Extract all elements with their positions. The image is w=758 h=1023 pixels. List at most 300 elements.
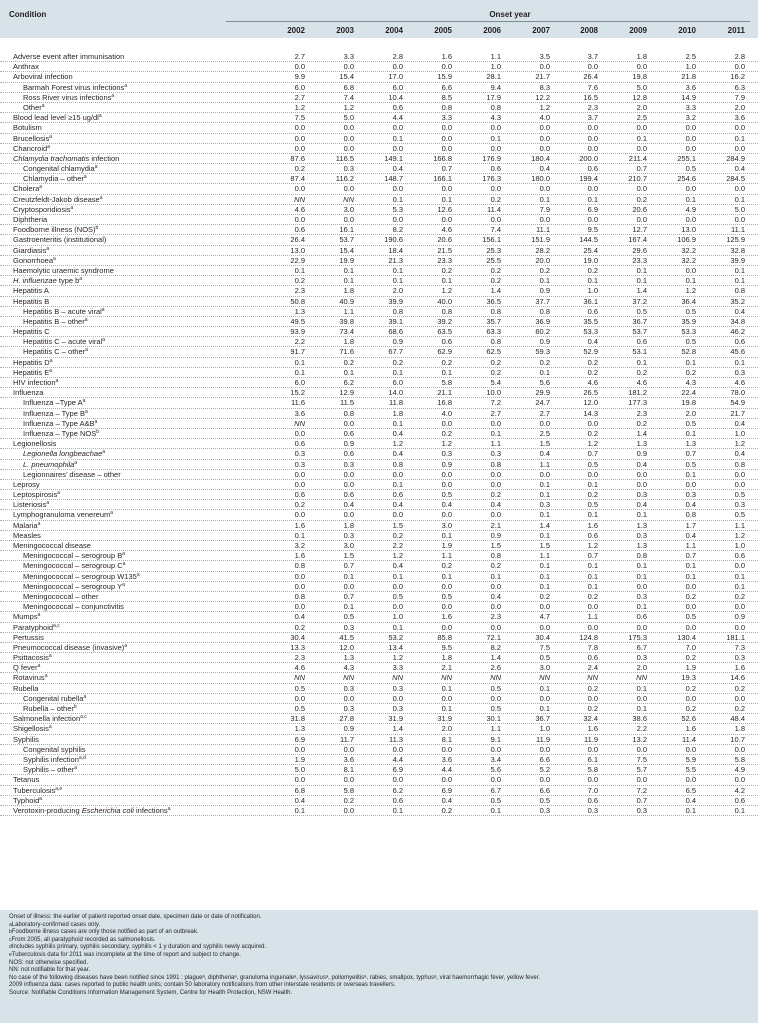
footnote-marker: a,c [53, 622, 60, 629]
table-row [0, 154, 758, 164]
rate-cell: 0.3 [343, 164, 354, 174]
rate-cell: 1.1 [490, 52, 501, 61]
rate-cell: 35.7 [486, 316, 501, 326]
table-row [0, 531, 758, 541]
rate-cell: 0.0 [539, 622, 550, 632]
condition-label: Hepatitis A [13, 286, 49, 296]
rate-cell: 1.2 [343, 102, 354, 112]
rate-cell: 0.6 [587, 530, 598, 540]
rate-cell: 36.7 [535, 714, 550, 724]
rate-cell: 0.0 [587, 744, 598, 754]
rate-cell: 116.5 [335, 153, 354, 163]
rate-cell: 0.0 [587, 775, 598, 785]
rate-cell: 0.5 [734, 490, 745, 500]
rate-cell: 1.2 [294, 102, 305, 112]
rate-cell: 148.7 [384, 174, 403, 184]
rate-cell: 6.9 [441, 785, 452, 795]
rate-cell: 11.9 [583, 734, 598, 744]
rate-cell: 0.0 [294, 775, 305, 785]
rate-cell: 0.4 [392, 500, 403, 510]
rate-cell: 2.0 [636, 663, 647, 673]
rate-cell: 0.0 [343, 123, 354, 133]
footnote-marker: a [48, 724, 52, 731]
rate-cell: 6.5 [685, 785, 696, 795]
rate-cell: 3.2 [294, 541, 305, 550]
rate-cell: 6.8 [294, 785, 305, 795]
rate-cell: 0.4 [343, 500, 354, 510]
footnote-marker: a [99, 194, 103, 201]
rate-cell: NN [294, 673, 305, 683]
rate-cell: 0.1 [490, 571, 501, 581]
rate-cell: 0.2 [636, 418, 647, 428]
table-row [0, 327, 758, 337]
rate-cell: 1.2 [734, 439, 745, 449]
table-row [0, 256, 758, 266]
rate-cell: 0.5 [294, 704, 305, 713]
rate-cell: 5.0 [294, 765, 305, 775]
rate-cell: 0.0 [734, 479, 745, 489]
rate-cell: 53.3 [583, 327, 598, 337]
footnote-marker: a,c [80, 714, 87, 721]
rate-cell: 2.0 [685, 408, 696, 418]
rate-cell: 24.7 [535, 398, 550, 408]
rate-cell: 0.0 [734, 622, 745, 632]
condition-label: Syphilis [13, 734, 39, 744]
condition-label: Creutzfeldt-Jakob disease$^a$ [13, 194, 103, 204]
rate-cell: 7.4 [490, 225, 501, 235]
rate-cell: 6.9 [587, 204, 598, 214]
rate-cell: 0.0 [685, 215, 696, 224]
rate-cell: 0.9 [734, 612, 745, 622]
rate-cell: 0.2 [294, 276, 305, 286]
table-row [0, 429, 758, 439]
rate-cell: 0.6 [587, 306, 598, 316]
rate-cell: 0.0 [294, 602, 305, 612]
rate-cell: 0.8 [734, 459, 745, 469]
rate-cell: 0.1 [685, 805, 696, 815]
rate-cell: 255.1 [677, 153, 696, 163]
rate-cell: 0.0 [539, 744, 550, 754]
rate-cell: 0.0 [441, 215, 452, 224]
rate-cell: 0.1 [587, 276, 598, 286]
condition-label: Arboviral infection [13, 72, 73, 82]
rate-cell: 0.6 [441, 337, 452, 347]
rate-cell: 21.7 [730, 408, 745, 418]
rate-cell: 0.0 [636, 143, 647, 153]
footnote: NN: not notifiable for that year. [9, 967, 91, 974]
rate-cell: 0.2 [294, 164, 305, 174]
rate-cell: 0.7 [343, 561, 354, 571]
rate-cell: 3.5 [539, 52, 550, 61]
rate-cell: 53.7 [339, 235, 354, 245]
table-row [0, 225, 758, 235]
rate-cell: 3.4 [490, 754, 501, 764]
rate-cell: 0.6 [392, 102, 403, 112]
rate-cell: 0.9 [343, 439, 354, 449]
rate-cell: 52.9 [583, 347, 598, 357]
rate-cell: 34.8 [730, 316, 745, 326]
footnote: NOS: not otherwise specified. [9, 959, 89, 966]
rate-cell: 0.8 [343, 408, 354, 418]
rate-cell: 0.0 [294, 744, 305, 754]
rate-cell: 0.0 [490, 602, 501, 612]
table-row [0, 297, 758, 307]
rate-cell: 0.0 [441, 184, 452, 194]
rate-cell: 16.1 [339, 225, 354, 235]
subcondition-label: Hepatitis C – other$^a$ [23, 347, 88, 357]
rate-cell: 254.6 [677, 174, 696, 184]
rate-cell: 0.4 [685, 795, 696, 805]
rate-cell: 0.3 [734, 653, 745, 663]
rate-cell: 0.0 [441, 469, 452, 479]
rate-cell: 7.2 [490, 398, 501, 408]
rate-cell: 2.6 [490, 663, 501, 673]
rate-cell: 0.1 [539, 479, 550, 489]
rate-cell: 1.0 [392, 612, 403, 622]
rate-cell: 0.4 [392, 428, 403, 438]
rate-cell: 30.4 [290, 632, 305, 642]
rate-cell: 30.4 [535, 632, 550, 642]
condition-label: Chancroid$^a$ [13, 143, 50, 153]
rate-cell: 3.0 [343, 541, 354, 550]
footnote-marker: a [102, 449, 106, 456]
rate-cell: 0.0 [441, 744, 452, 754]
table-row [0, 134, 758, 144]
subcondition-label: Other$^a$ [23, 102, 45, 112]
table-row [0, 521, 758, 531]
rate-cell: 1.5 [539, 541, 550, 550]
table-row [0, 123, 758, 133]
footnote-marker: a [136, 571, 140, 578]
rate-cell: 10.0 [486, 388, 501, 398]
condition-label: Rotavirus$^a$ [13, 673, 48, 683]
rate-cell: 3.7 [587, 52, 598, 61]
rate-cell: NN [294, 418, 305, 428]
rate-cell: 0.1 [685, 571, 696, 581]
subcondition-label: Legionella longbeachae$^a$ [23, 449, 106, 459]
rate-cell: 0.2 [587, 357, 598, 367]
rate-cell: 0.4 [490, 591, 501, 601]
rate-cell: 0.2 [587, 683, 598, 693]
condition-label: Adverse event after immunisation [13, 52, 125, 61]
rate-cell: 149.1 [384, 153, 403, 163]
rate-cell: 0.0 [734, 62, 745, 72]
rate-cell: 1.2 [392, 551, 403, 561]
rate-cell: 0.0 [587, 693, 598, 703]
rate-cell: 54.9 [730, 398, 745, 408]
rate-cell: 52.6 [681, 714, 696, 724]
rate-cell: 0.0 [636, 123, 647, 133]
footnote: Onset of illness: the earlier of patient reported onset date, specimen date or date of notification. [9, 914, 262, 920]
rate-cell: 0.0 [343, 510, 354, 520]
rate-cell: 17.0 [388, 72, 403, 82]
rate-cell: 0.1 [343, 571, 354, 581]
rate-cell: 0.0 [636, 184, 647, 194]
rate-cell: 0.1 [539, 571, 550, 581]
rate-cell: 87.4 [290, 174, 305, 184]
rate-cell: 0.0 [441, 775, 452, 785]
rate-cell: 4.3 [685, 378, 696, 387]
rate-cell: 0.1 [441, 704, 452, 713]
rate-cell: 0.4 [294, 612, 305, 622]
rate-cell: 200.0 [579, 153, 598, 163]
rate-cell: NN [294, 194, 305, 204]
rate-cell: 0.8 [490, 102, 501, 112]
rate-cell: 5.3 [392, 204, 403, 214]
rate-cell: 11.6 [290, 398, 305, 408]
rate-cell: 0.0 [734, 561, 745, 571]
rate-cell: 0.6 [294, 490, 305, 500]
rate-cell: 0.8 [490, 459, 501, 469]
rate-cell: 0.1 [587, 571, 598, 581]
rate-cell: 1.4 [392, 724, 403, 734]
rate-cell: 0.1 [734, 265, 745, 275]
rate-cell: 12.0 [583, 398, 598, 408]
year-header: 2004 [385, 26, 403, 35]
condition-label: Hepatitis C [13, 327, 50, 337]
rate-cell: 199.4 [579, 174, 598, 184]
rate-cell: 0.6 [636, 337, 647, 347]
table-row [0, 337, 758, 347]
condition-label: Haemolytic uraemic syndrome [13, 265, 114, 275]
rate-cell: NN [343, 194, 354, 204]
rate-cell: 0.0 [490, 418, 501, 428]
subcondition-label: Hepatitis B – other$^a$ [23, 316, 88, 326]
footnote-marker: a [111, 92, 115, 99]
rate-cell: 211.4 [628, 153, 647, 163]
rate-cell: 0.5 [685, 306, 696, 316]
condition-label: Botulism [13, 123, 42, 133]
table-row [0, 612, 758, 622]
rate-cell: 0.0 [343, 805, 354, 815]
rate-cell: 5.5 [685, 765, 696, 775]
rate-cell: 0.0 [392, 123, 403, 133]
rate-cell: 23.3 [437, 255, 452, 265]
rate-cell: 1.4 [636, 428, 647, 438]
table-row [0, 368, 758, 378]
rate-cell: 12.2 [535, 92, 550, 102]
rate-cell: 0.1 [636, 571, 647, 581]
table-row [0, 144, 758, 154]
rate-cell: 0.1 [392, 367, 403, 377]
rate-cell: 106.9 [677, 235, 696, 245]
rate-cell: 0.1 [343, 276, 354, 286]
rate-cell: 48.4 [730, 714, 745, 724]
table-row [0, 470, 758, 480]
footnote-marker: a [55, 378, 59, 384]
rate-cell: 1.6 [685, 724, 696, 734]
rate-cell: 1.9 [685, 663, 696, 673]
year-header: 2008 [580, 26, 598, 35]
rate-cell: 1.0 [587, 286, 598, 296]
rate-cell: 0.0 [685, 184, 696, 194]
rate-cell: 53.2 [388, 632, 403, 642]
rate-cell: 35.2 [730, 296, 745, 306]
year-header: 2010 [678, 26, 696, 35]
rate-cell: 91.7 [290, 347, 305, 357]
rate-cell: 2.3 [294, 286, 305, 296]
footnote-marker: a [47, 143, 50, 150]
rate-cell: 0.0 [392, 602, 403, 612]
rate-cell: 6.7 [490, 785, 501, 795]
footnote-marker: a [83, 174, 87, 181]
footnote-marker: a [49, 133, 53, 140]
rate-cell: 0.1 [636, 510, 647, 520]
rate-cell: 0.0 [392, 581, 403, 591]
rate-cell: 0.1 [539, 194, 550, 204]
rate-cell: 0.1 [490, 133, 501, 143]
rate-cell: 0.6 [294, 439, 305, 449]
table-row [0, 602, 758, 612]
rate-cell: 27.8 [339, 714, 354, 724]
rate-cell: 1.8 [343, 520, 354, 530]
condition-label: Gonorrhoea$^a$ [13, 255, 56, 265]
rate-cell: 29.6 [632, 245, 647, 255]
rate-cell: 0.2 [685, 653, 696, 663]
rate-cell: 0.3 [392, 704, 403, 713]
rate-cell: 3.3 [685, 102, 696, 112]
rate-cell: 18.4 [388, 245, 403, 255]
rate-cell: 6.9 [294, 734, 305, 744]
footnote-marker: a [85, 408, 88, 415]
table-row [0, 439, 758, 449]
rate-cell: 0.8 [441, 102, 452, 112]
rate-cell: 1.2 [392, 653, 403, 663]
rate-cell: 0.2 [392, 530, 403, 540]
rate-cell: 0.0 [343, 581, 354, 591]
rate-cell: 181.1 [726, 632, 745, 642]
rate-cell: 0.6 [294, 225, 305, 235]
rate-cell: 0.1 [539, 490, 550, 500]
rate-cell: 40.0 [437, 296, 452, 306]
rate-cell: 26.4 [290, 235, 305, 245]
rate-cell: 14.0 [388, 388, 403, 398]
condition-label: Measles [13, 530, 41, 540]
table-row [0, 317, 758, 327]
table-row [0, 714, 758, 724]
rate-cell: 0.9 [490, 530, 501, 540]
rate-cell: 4.6 [294, 204, 305, 214]
table-row [0, 103, 758, 113]
rate-cell: 11.3 [388, 734, 403, 744]
header-divider [226, 21, 750, 22]
rate-cell: 0.1 [636, 276, 647, 286]
rate-cell: 4.2 [734, 785, 745, 795]
rate-cell: 0.3 [490, 449, 501, 459]
rate-cell: 0.0 [636, 581, 647, 591]
rate-cell: 0.2 [343, 357, 354, 367]
rate-cell: 0.0 [343, 479, 354, 489]
table-row [0, 551, 758, 561]
rate-cell: 0.1 [441, 194, 452, 204]
rate-cell: 5.0 [734, 204, 745, 214]
rate-cell: 1.1 [490, 439, 501, 449]
rate-cell: 0.5 [490, 683, 501, 693]
footnote-marker: a [122, 561, 126, 568]
rate-cell: 1.2 [685, 286, 696, 296]
rate-cell: 87.6 [290, 153, 305, 163]
rate-cell: NN [587, 673, 598, 683]
condition-label: Influenza [13, 388, 44, 398]
rate-cell: 124.8 [579, 632, 598, 642]
rate-cell: 0.0 [734, 744, 745, 754]
rate-cell: 0.5 [539, 653, 550, 663]
rate-cell: 23.3 [632, 255, 647, 265]
rate-cell: 26.5 [583, 388, 598, 398]
condition-label: Diphtheria [13, 215, 48, 224]
condition-label: Rubella [13, 683, 39, 693]
rate-cell: 0.2 [490, 490, 501, 500]
rate-cell: 50.8 [290, 296, 305, 306]
rate-cell: 0.4 [734, 418, 745, 428]
rate-cell: 0.2 [587, 265, 598, 275]
rate-cell: 0.5 [587, 500, 598, 510]
rate-cell: 0.2 [587, 428, 598, 438]
footnote-marker: a [37, 612, 41, 619]
table-row [0, 765, 758, 775]
rate-cell: 0.5 [685, 337, 696, 347]
rate-cell: 0.2 [392, 357, 403, 367]
rate-cell: 2.8 [392, 52, 403, 61]
rate-cell: 6.0 [392, 82, 403, 92]
rate-cell: 0.0 [490, 622, 501, 632]
rate-cell: 0.1 [343, 602, 354, 612]
table-row [0, 745, 758, 755]
rate-cell: 0.0 [734, 215, 745, 224]
rate-cell: 7.3 [734, 642, 745, 652]
rate-cell: 0.3 [636, 490, 647, 500]
rate-cell: 0.7 [587, 449, 598, 459]
rate-cell: 0.6 [734, 337, 745, 347]
rate-cell: 0.0 [490, 479, 501, 489]
rate-cell: 16.2 [730, 72, 745, 82]
rate-cell: 37.2 [632, 296, 647, 306]
rate-cell: 0.2 [587, 490, 598, 500]
rate-cell: 35.9 [681, 316, 696, 326]
rate-cell: 0.1 [587, 561, 598, 571]
rate-cell: 2.1 [441, 663, 452, 673]
rate-cell: 26.4 [583, 72, 598, 82]
rate-cell: 19.8 [632, 72, 647, 82]
rate-cell: 177.3 [628, 398, 647, 408]
rate-cell: 32.4 [583, 714, 598, 724]
rate-cell: 9.4 [490, 82, 501, 92]
rate-cell: 0.6 [587, 164, 598, 174]
rate-cell: 0.1 [539, 510, 550, 520]
rate-cell: 0.1 [685, 276, 696, 286]
rate-cell: 45.6 [730, 347, 745, 357]
rate-cell: 5.2 [539, 765, 550, 775]
subcondition-label: L. pneumophila$^a$ [23, 459, 78, 469]
rate-cell: 0.2 [734, 704, 745, 713]
rate-cell: 0.2 [539, 591, 550, 601]
rate-cell: 20.6 [632, 204, 647, 214]
rate-cell: 0.1 [294, 357, 305, 367]
rate-cell: 0.0 [343, 143, 354, 153]
rate-cell: 78.0 [730, 388, 745, 398]
rate-cell: 0.0 [636, 622, 647, 632]
rate-cell: 0.1 [392, 194, 403, 204]
rate-cell: 1.1 [587, 612, 598, 622]
rate-cell: 0.4 [685, 500, 696, 510]
rate-cell: 7.6 [587, 82, 598, 92]
footnote-marker: a [124, 82, 128, 89]
rate-cell: 0.1 [392, 622, 403, 632]
subcondition-label: Hepatitis C – acute viral$^a$ [23, 337, 105, 347]
rate-cell: 0.3 [539, 805, 550, 815]
rate-cell: 19.0 [583, 255, 598, 265]
rate-cell: 0.0 [490, 510, 501, 520]
